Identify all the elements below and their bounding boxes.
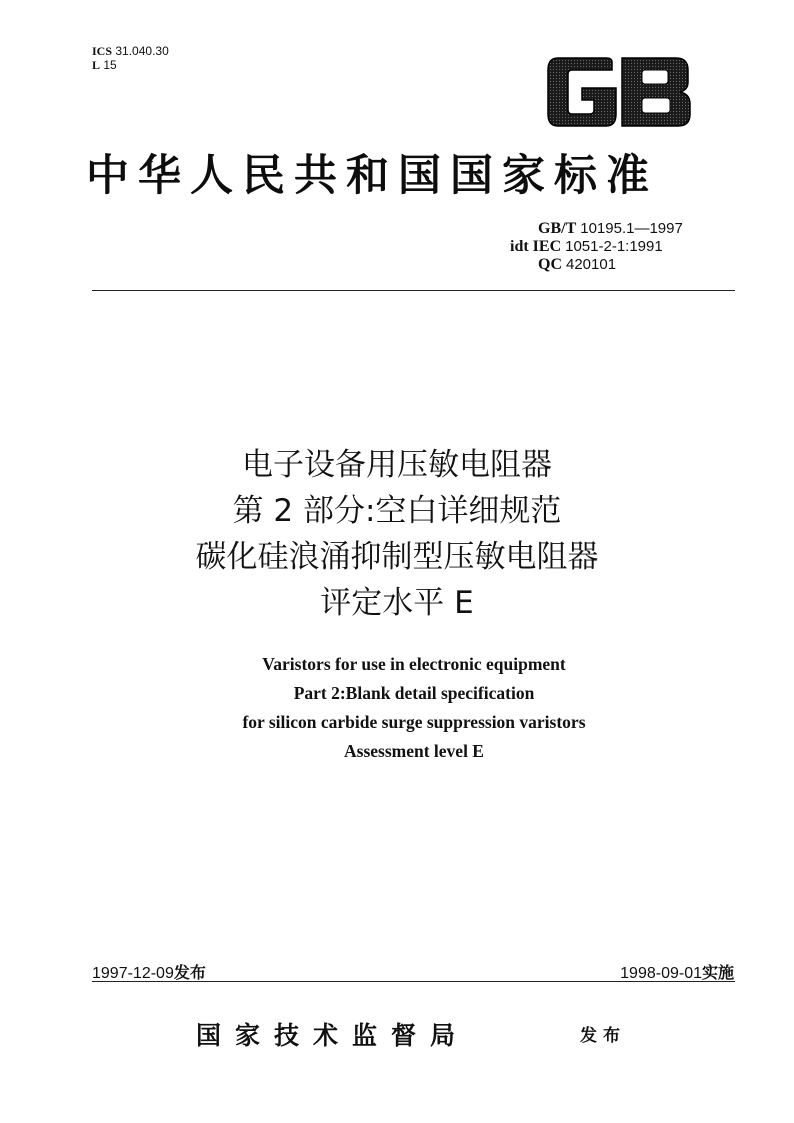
implementation-date-label: 实施	[701, 963, 734, 982]
implementation-date-value: 1998-09-01	[620, 965, 702, 982]
issue-action: 发布	[580, 1026, 626, 1046]
gb-number-value: 10195.1—1997	[580, 220, 683, 237]
chinese-title	[97, 442, 697, 626]
release-date-label: 发布	[173, 963, 206, 982]
ccs-label: L	[92, 58, 101, 72]
english-title	[97, 650, 731, 766]
national-standard-banner: 中华人民共和国国家标准	[86, 151, 658, 201]
english-title-line-1: Varistors for use in electronic equipment	[262, 654, 566, 674]
gb-number-label: GB/T	[538, 220, 577, 237]
ics-label: ICS	[92, 44, 113, 58]
footer-divider	[92, 981, 735, 982]
release-date-value: 1997-12-09	[92, 965, 174, 982]
ics-code	[92, 44, 169, 58]
iec-number-label: idt IEC	[510, 238, 562, 255]
qc-number-value: 420101	[566, 256, 617, 273]
release-date	[92, 960, 206, 983]
chinese-title-line-4: 评定水平 E	[320, 585, 474, 621]
header-divider	[92, 290, 735, 291]
qc-number-label: QC	[538, 256, 562, 273]
gb-number	[510, 220, 683, 238]
gb-logo-graphic	[546, 56, 692, 128]
english-title-line-3: for silicon carbide surge suppression varistors	[242, 712, 586, 732]
chinese-title-line-3: 碳化硅浪涌抑制型压敏电阻器	[195, 539, 599, 575]
iec-number	[510, 238, 683, 256]
standard-numbers	[510, 220, 683, 274]
gb-logo	[546, 56, 692, 128]
iec-number-value: 1051-2-1:1991	[565, 238, 663, 255]
ics-value: 31.040.30	[115, 44, 169, 58]
classification-codes	[92, 44, 169, 72]
implementation-date	[540, 960, 734, 983]
qc-number	[510, 256, 683, 274]
chinese-title-line-2: 第 2 部分:空白详细规范	[232, 493, 562, 529]
english-title-line-2: Part 2:Blank detail specification	[293, 683, 535, 703]
chinese-title-line-1: 电子设备用压敏电阻器	[242, 447, 552, 483]
ccs-value: 15	[103, 58, 117, 72]
english-title-line-4: Assessment level E	[344, 741, 484, 761]
ccs-code	[92, 58, 169, 72]
issuing-authority: 国家技术监督局	[196, 1021, 470, 1050]
